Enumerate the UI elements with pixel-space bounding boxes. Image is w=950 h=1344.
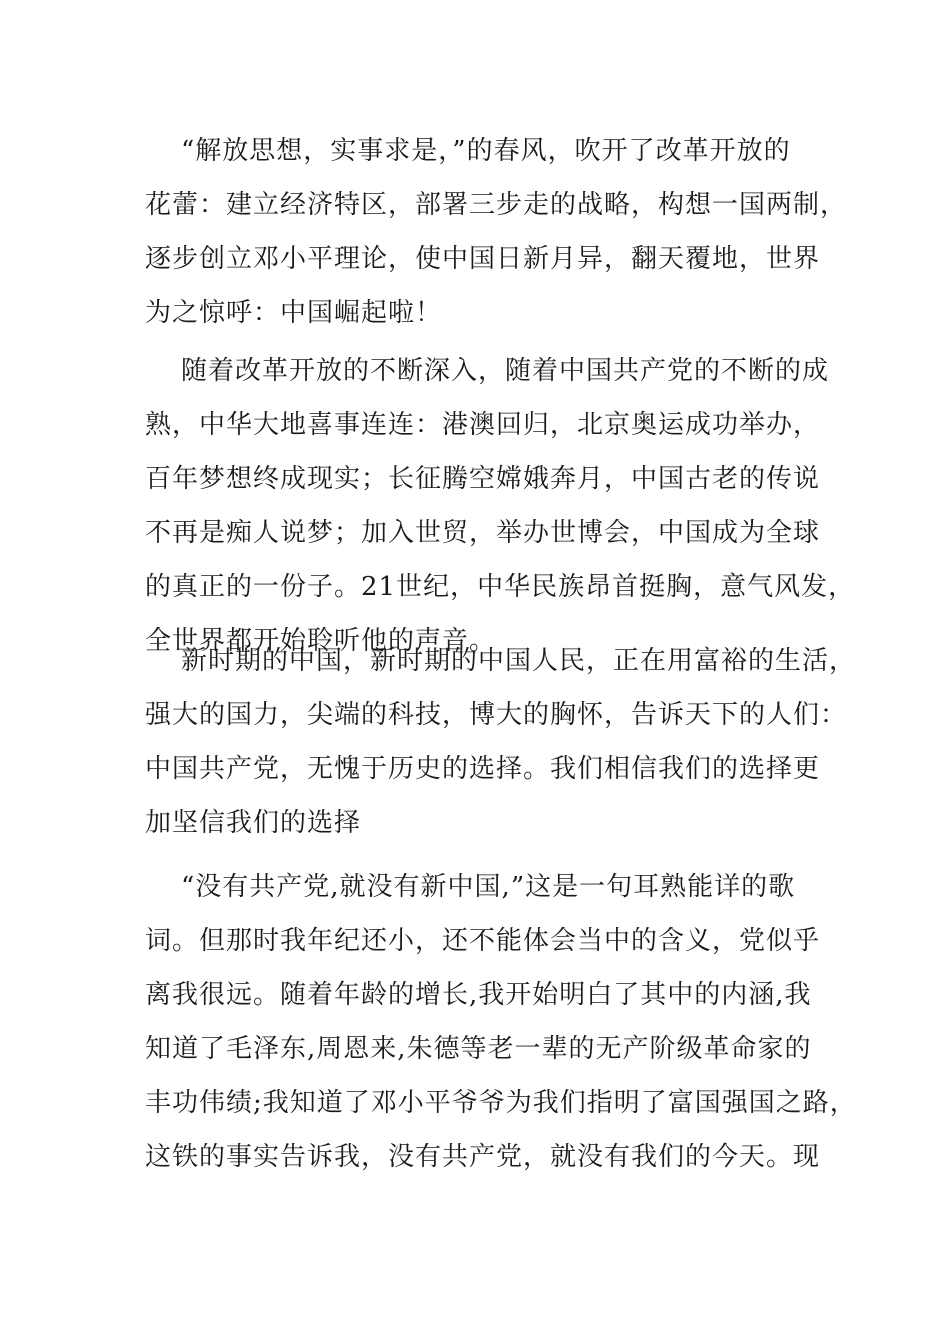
paragraph-line: 知道了毛泽东,周恩来,朱德等老一辈的无产阶级革命家的 [145, 1034, 812, 1064]
paragraph-line: “没有共产党,就没有新中国,”这是一句耳熟能详的歌 [181, 872, 796, 902]
paragraph-2 [145, 344, 856, 668]
paragraph-line: 不再是痴人说梦；加入世贸，举办世博会，中国成为全球 [145, 518, 821, 548]
paragraph-line: 熟，中华大地喜事连连：港澳回归，北京奥运成功举办， [145, 410, 821, 440]
paragraph-line: 这铁的事实告诉我，没有共产党，就没有我们的今天。现 [145, 1142, 821, 1172]
paragraph-line: 逐步创立邓小平理论，使中国日新月异，翻天覆地，世界 [145, 244, 821, 274]
paragraph-line: 的真正的一份子。21世纪，中华民族昂首挺胸，意气风发， [145, 572, 856, 602]
paragraph-3 [145, 634, 857, 850]
paragraph-line: 新时期的中国，新时期的中国人民，正在用富裕的生活， [181, 646, 857, 676]
paragraph-line: 全世界都开始聆听他的声音。 [145, 626, 497, 656]
paragraph-line: 随着改革开放的不断深入，随着中国共产党的不断的成 [181, 356, 830, 386]
paragraph-line: “解放思想，实事求是，”的春风，吹开了改革开放的 [181, 136, 791, 166]
paragraph-line: 加坚信我们的选择 [145, 808, 362, 838]
paragraph-line: 百年梦想终成现实；长征腾空嫦娥奔月，中国古老的传说 [145, 464, 821, 494]
paragraph-line: 离我很远。随着年龄的增长,我开始明白了其中的内涵,我 [145, 980, 812, 1010]
paragraph-line: 花蕾：建立经济特区，部署三步走的战略，构想一国两制， [145, 190, 848, 220]
paragraph-1 [145, 124, 848, 340]
paragraph-line: 词。但那时我年纪还小，还不能体会当中的含义，党似乎 [145, 926, 821, 956]
paragraph-line: 中国共产党，无愧于历史的选择。我们相信我们的选择更 [145, 754, 821, 784]
paragraph-4 [145, 860, 857, 1184]
paragraph-line: 为之惊呼：中国崛起啦！ [145, 298, 443, 328]
paragraph-line: 丰功伟绩;我知道了邓小平爷爷为我们指明了富国强国之路， [145, 1088, 857, 1118]
paragraph-line: 强大的国力，尖端的科技，博大的胸怀，告诉天下的人们： [145, 700, 848, 730]
